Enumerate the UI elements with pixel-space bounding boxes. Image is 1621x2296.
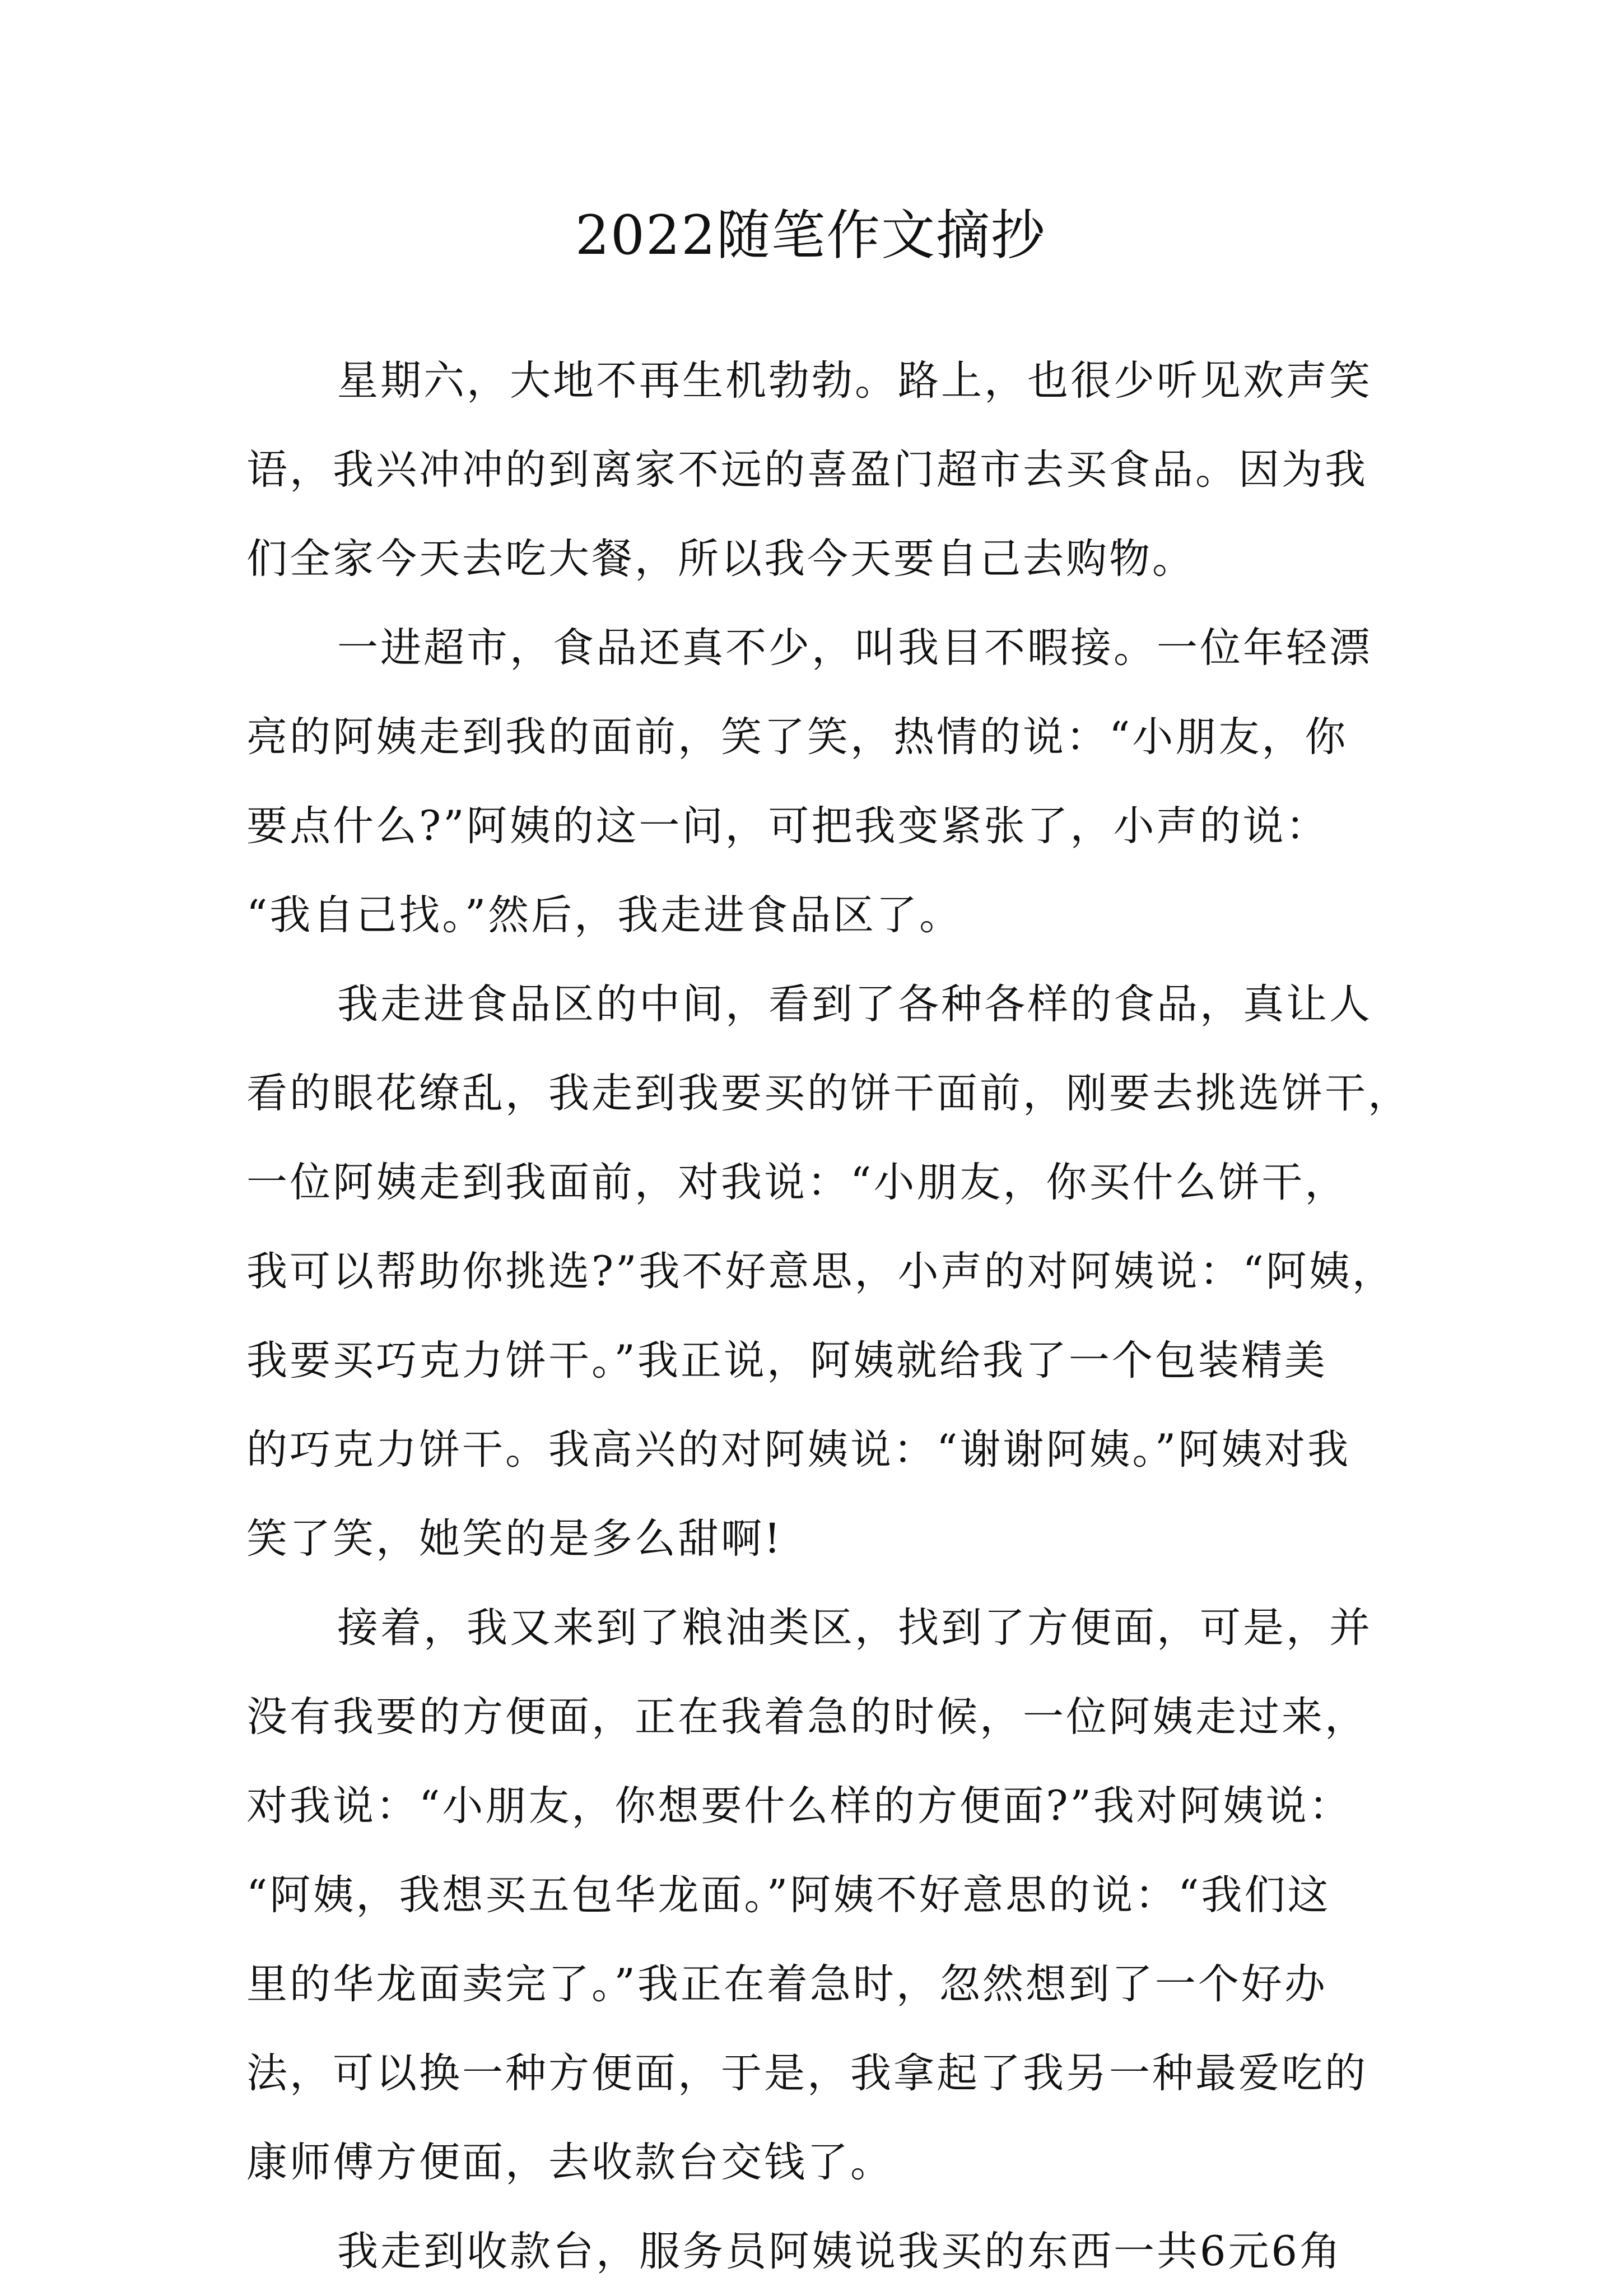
- paragraph-2-line-4: “我自己找。”然后，我走进食品区了。: [246, 891, 963, 939]
- paragraph-5-line-1: 我走到收款台，服务员阿姨说我买的东西一共6元6角: [337, 2228, 1343, 2275]
- paragraph-4-line-3: 对我说：“小朋友，你想要什么样的方便面?”我对阿姨说：: [246, 1782, 1352, 1830]
- document-body: [246, 336, 1412, 2296]
- paragraph-3-line-4: 我可以帮助你挑选?”我不好意思，小声的对阿姨说：“阿姨，: [246, 1248, 1395, 1295]
- paragraph-4-line-5: 里的华龙面卖完了。”我正在着急时，忽然想到了一个好办: [246, 1960, 1327, 2008]
- paragraph-1-line-1: 星期六，大地不再生机勃勃。路上，也很少听见欢声笑: [337, 357, 1372, 405]
- paragraph-2-line-3: 要点什么?”阿姨的这一问，可把我变紧张了，小声的说：: [246, 802, 1329, 850]
- paragraph-4-line-6: 法，可以换一种方便面，于是，我拿起了我另一种最爱吃的: [246, 2049, 1368, 2097]
- paragraph-3-line-3: 一位阿姨走到我面前，对我说：“小朋友，你买什么饼干，: [246, 1159, 1348, 1206]
- paragraph-3-line-2: 看的眼花缭乱，我走到我要买的饼干面前，刚要去挑选饼干，: [246, 1070, 1411, 1117]
- paragraph-1-line-3: 们全家今天去吃大餐，所以我今天要自己去购物。: [246, 535, 1195, 583]
- paragraph-4-line-2: 没有我要的方便面，正在我着急的时候，一位阿姨走过来，: [246, 1693, 1368, 1741]
- paragraph-1-line-2: 语，我兴冲冲的到离家不远的喜盈门超市去买食品。因为我: [246, 446, 1368, 494]
- paragraph-4-line-1: 接着，我又来到了粮油类区，找到了方便面，可是，并: [337, 1604, 1372, 1652]
- paragraph-4-line-7: 康师傅方便面，去收款台交钱了。: [246, 2139, 893, 2186]
- paragraph-3-line-7: 笑了笑，她笑的是多么甜啊!: [246, 1515, 783, 1563]
- paragraph-2-line-2: 亮的阿姨走到我的面前，笑了笑，热情的说：“小朋友，你: [246, 713, 1348, 761]
- paragraph-3-line-5: 我要买巧克力饼干。”我正说，阿姨就给我了一个包装精美: [246, 1337, 1327, 1384]
- paragraph-3-line-1: 我走进食品区的中间，看到了各种各样的食品，真让人: [337, 980, 1372, 1028]
- paragraph-3-line-6: 的巧克力饼干。我高兴的对阿姨说：“谢谢阿姨。”阿姨对我: [246, 1426, 1351, 1474]
- document-title: 2022随笔作文摘抄: [575, 204, 1046, 267]
- paragraph-4-line-4: “阿姨，我想买五包华龙面。”阿姨不好意思的说：“我们这: [246, 1871, 1331, 1919]
- paragraph-2-line-1: 一进超市，食品还真不少，叫我目不暇接。一位年轻漂: [337, 624, 1372, 672]
